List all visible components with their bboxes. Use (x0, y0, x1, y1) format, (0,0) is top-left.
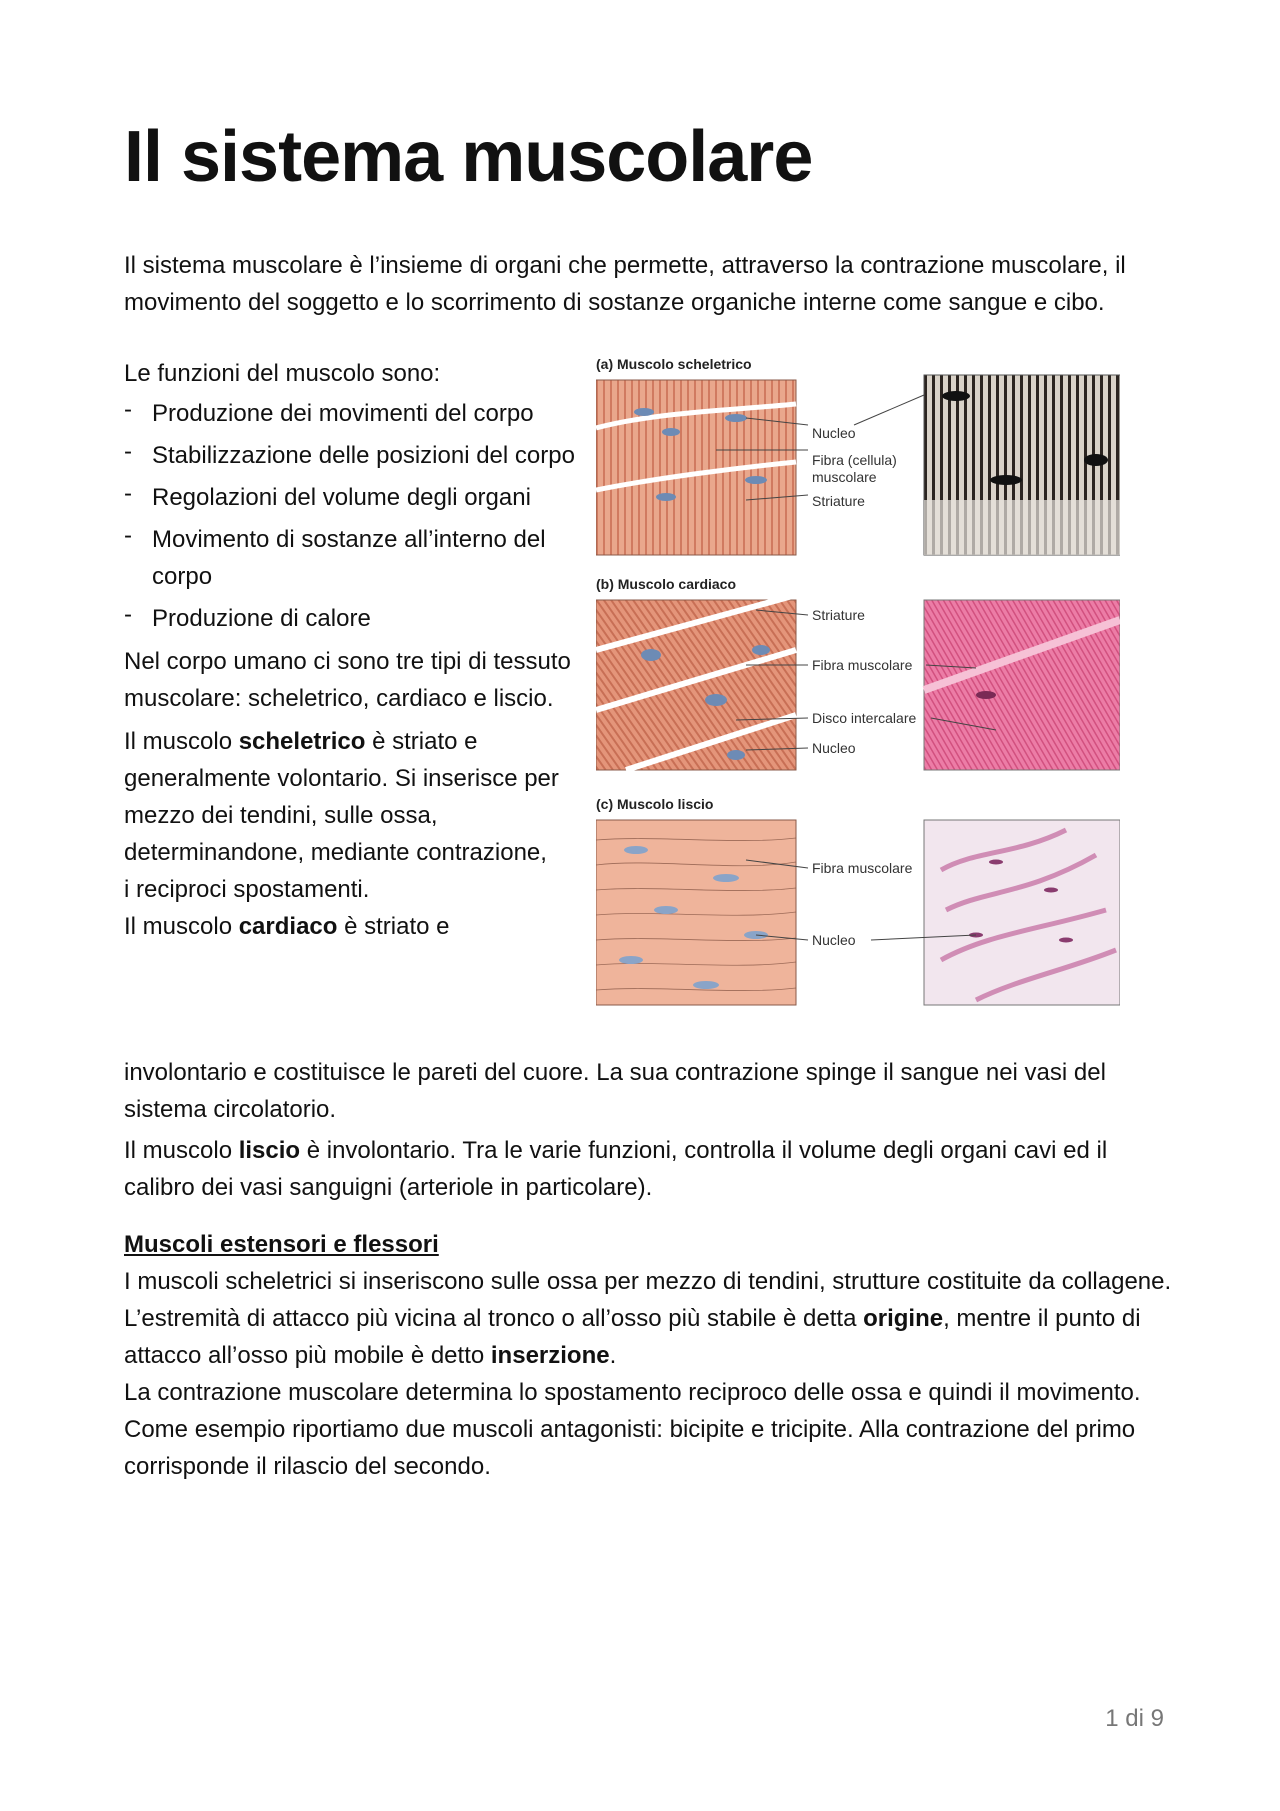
p2-text-b: , mentre il punto di attacco all’osso più mobile è detto (124, 1305, 1141, 1369)
cardiac-micrograph (924, 600, 1120, 770)
intro-paragraph: Il sistema muscolare è l’insieme di organi che permette, attraverso la contrazione muscolare, il movimento del soggetto e lo scorrimento di sostanze organiche interne come sangue e cibo. (124, 252, 1126, 316)
smooth-micrograph (924, 820, 1120, 1005)
list-dash: - (124, 601, 132, 628)
annotation-disco-intercalare: Disco intercalare (812, 710, 917, 726)
skeletal-term: scheletrico (238, 728, 366, 755)
section-paragraph-2 (124, 1300, 1184, 1374)
cardiac-prefix: Il muscolo (124, 913, 239, 940)
p2-text-c: . (609, 1342, 617, 1369)
smooth-paragraph (124, 1132, 1184, 1206)
list-item (124, 521, 594, 595)
cardiac-paragraph-start (124, 908, 594, 945)
types-paragraph: Nel corpo umano ci sono tre tipi di tessuto muscolare: scheletrico, cardiaco e liscio. (124, 648, 571, 712)
functions-intro: Le funzioni del muscolo sono: (124, 360, 441, 387)
annotation-fibra-muscolare: Fibra muscolare (812, 657, 913, 673)
functions-list (124, 395, 594, 637)
term-inserzione: inserzione (490, 1342, 610, 1369)
smooth-text: è involontario. Tra le varie funzioni, controlla il volume degli organi cavi ed il calibro dei vasi sanguigni (arteriole in particolare). (124, 1137, 1108, 1201)
section-paragraph-1: I muscoli scheletrici si inseriscono sulle ossa per mezzo di tendini, strutture costituite da collagene. (124, 1268, 1172, 1295)
continued-text (124, 1054, 1184, 1210)
smooth-prefix: Il muscolo (124, 1137, 239, 1164)
annotation-fibra-cellula-line2: muscolare (812, 469, 877, 485)
list-dash: - (124, 438, 132, 465)
section-heading: Muscoli estensori e flessori (124, 1231, 439, 1258)
smooth-drawing (596, 820, 796, 1005)
list-item (124, 395, 594, 432)
smooth-term: liscio (238, 1137, 301, 1164)
left-column (124, 355, 594, 945)
list-item-text: Stabilizzazione delle posizioni del corpo (152, 442, 575, 469)
annotation-fibra-cellula: Fibra (cellula) (812, 452, 897, 468)
skeletal-paragraph-end: i reciproci spostamenti. (124, 876, 370, 903)
cardiac-text-a: è striato e (337, 913, 450, 940)
skeletal-drawing (596, 380, 796, 555)
list-dash: - (124, 396, 132, 423)
annotation-striature: Striature (812, 493, 865, 509)
figure-illustrations (596, 350, 1120, 1010)
list-item-text: Movimento di sostanze all’interno del corpo (152, 526, 546, 590)
page-title: Il sistema muscolare (124, 117, 813, 197)
annotation-fibra-muscolare: Fibra muscolare (812, 860, 913, 876)
panel-c-label: (c) Muscolo liscio (596, 796, 714, 812)
extensors-flexors-section (124, 1226, 1184, 1485)
list-item (124, 600, 594, 637)
annotation-nucleo: Nucleo (812, 740, 856, 756)
skeletal-micrograph (924, 375, 1120, 555)
section-paragraph-3: La contrazione muscolare determina lo spostamento reciproco delle ossa e quindi il movimento. (124, 1379, 1141, 1406)
annotation-nucleo: Nucleo (812, 425, 856, 441)
cardiac-term: cardiaco (238, 913, 338, 940)
list-item-text: Produzione di calore (152, 605, 371, 632)
annotation-striature: Striature (812, 607, 865, 623)
list-dash: - (124, 480, 132, 507)
term-origine: origine (863, 1305, 944, 1332)
list-item-text: Produzione dei movimenti del corpo (152, 400, 534, 427)
annotation-nucleo: Nucleo (812, 932, 856, 948)
list-item-text: Regolazioni del volume degli organi (152, 484, 531, 511)
list-dash: - (124, 522, 132, 549)
list-item (124, 437, 594, 474)
panel-a-label: (a) Muscolo scheletrico (596, 356, 752, 372)
skeletal-prefix: Il muscolo (124, 728, 239, 755)
p2-text-a: L’estremità di attacco più vicina al tronco o all’osso più stabile è detta (124, 1305, 864, 1332)
skeletal-paragraph (124, 723, 594, 871)
page-number: 1 di 9 (1105, 1705, 1164, 1732)
list-item (124, 479, 594, 516)
section-paragraph-4: Come esempio riportiamo due muscoli antagonisti: bicipite e tricipite. Alla contrazione del primo corrisponde il rilascio del secondo. (124, 1416, 1136, 1480)
cardiac-drawing (596, 595, 796, 770)
skeletal-text: è striato e generalmente volontario. Si inserisce per mezzo dei tendini, sulle ossa, determinandone, mediante contrazione, (124, 728, 559, 866)
panel-b-label: (b) Muscolo cardiaco (596, 576, 737, 592)
cardiac-paragraph-end: involontario e costituisce le pareti del cuore. La sua contrazione spinge il sangue nei vasi del sistema circolatorio. (124, 1059, 1106, 1123)
muscle-tissue-figure (596, 350, 1120, 1010)
